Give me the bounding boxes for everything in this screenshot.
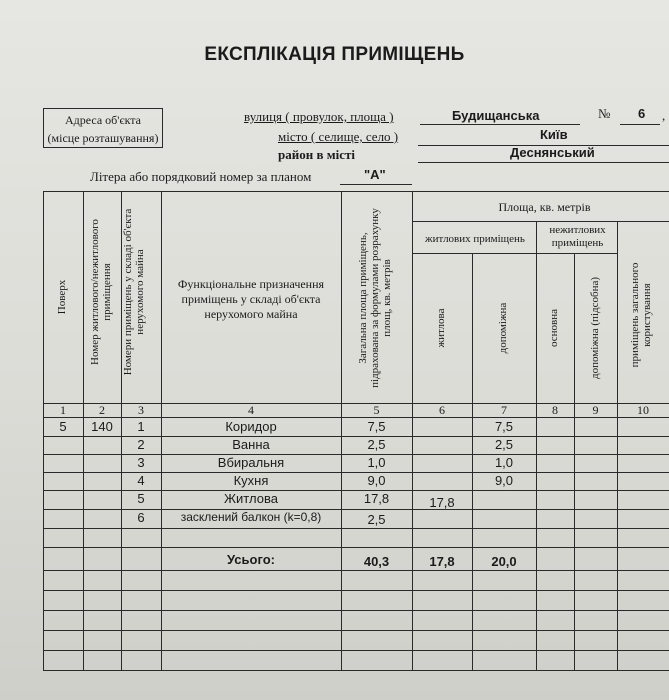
- area-group-line: [412, 221, 669, 222]
- cell-purpose: Житлова: [224, 491, 278, 506]
- cell-living: 17,8: [429, 495, 455, 510]
- street-underline: [420, 124, 580, 125]
- col-number: 5: [373, 403, 380, 417]
- address-label: Адреса об'єкта: [64, 113, 141, 127]
- header-main: основна: [548, 309, 560, 348]
- district-label: район в місті: [278, 147, 355, 162]
- cell-purpose: Кухня: [233, 473, 269, 488]
- cell-aux: 1,0: [494, 455, 514, 470]
- row-line: [43, 590, 669, 591]
- header-aux-utility: допоміжна (підсобна): [589, 276, 601, 380]
- cell-aux: 2,5: [494, 437, 514, 452]
- row-line: [43, 547, 669, 548]
- header-nonresidential-group: нежитлових приміщень: [549, 224, 606, 249]
- col-number: 6: [439, 403, 445, 417]
- col-number: 9: [592, 403, 599, 417]
- address-label-box: [43, 108, 163, 148]
- header-floor: Поверх: [56, 279, 68, 315]
- totals-aux: 20,0: [491, 554, 517, 569]
- row-line: [43, 650, 669, 651]
- header-living: житлова: [435, 308, 447, 348]
- col-number: 7: [501, 403, 507, 417]
- header-unit-number: Номер житлового/нежитлового приміщення: [89, 219, 113, 365]
- cell-purpose: Ванна: [232, 437, 270, 452]
- district-value: Деснянський: [510, 145, 595, 160]
- header-room-numbers: Номери приміщень у складі об'єкта нерухомого майна: [122, 208, 146, 376]
- page-title: ЕКСПЛІКАЦІЯ ПРИМІЩЕНЬ: [204, 44, 465, 65]
- city-label: [278, 129, 398, 145]
- cell-floor: 5: [59, 419, 67, 434]
- cell-room: 4: [137, 473, 145, 488]
- cell-room: 2: [137, 437, 145, 452]
- header-total-area: Загальна площа приміщень, підрахована за формулами розрахунку площ, кв. метрів: [357, 208, 393, 388]
- col-number: 8: [552, 403, 558, 417]
- cell-purpose: Вбиральня: [217, 455, 285, 470]
- number-underline: [620, 124, 660, 125]
- col-line: [574, 253, 575, 671]
- header-common-use: приміщень загального користування: [629, 262, 653, 368]
- cell-room: 6: [137, 510, 145, 525]
- header-auxiliary: допоміжна: [497, 302, 509, 354]
- cell-total: 2,5: [367, 437, 386, 452]
- row-line: [43, 570, 669, 571]
- col-number: 2: [99, 403, 105, 417]
- totals-total: 40,3: [363, 554, 390, 569]
- cell-purpose: Коридор: [225, 419, 277, 434]
- cell-room: 5: [137, 491, 145, 506]
- number-sign: №: [598, 106, 611, 121]
- subgroup-line: [412, 253, 617, 254]
- col-number: 3: [138, 403, 144, 417]
- cell-room: 3: [137, 455, 145, 470]
- row-line: [43, 528, 669, 529]
- number-value: 6: [638, 106, 646, 121]
- cell-aux: 7,5: [494, 419, 514, 434]
- row-line: [43, 610, 669, 611]
- cell-total: 17,8: [363, 491, 390, 506]
- cell-total: 7,5: [367, 419, 386, 434]
- cell-total: 2,5: [367, 512, 386, 527]
- cell-total: 1,0: [367, 455, 386, 470]
- col-number: 10: [637, 403, 649, 417]
- letter-label: Літера або порядковий номер за планом: [90, 169, 312, 184]
- city-value: Київ: [540, 127, 568, 142]
- city-label-text: місто ( селище, село ): [278, 129, 399, 144]
- row-line: [43, 630, 669, 631]
- cell-aux: 9,0: [494, 473, 514, 488]
- col-line: [617, 221, 618, 671]
- street-label: вулиця ( провулок, площа ): [244, 109, 394, 124]
- district-underline: [418, 162, 669, 163]
- header-area-group: Площа, кв. метрів: [498, 200, 591, 214]
- cell-room: 1: [137, 419, 145, 434]
- row-line: [43, 670, 669, 671]
- col-line: [536, 221, 537, 671]
- table-top-border: [43, 191, 669, 192]
- address-sublabel: (місце розташування): [47, 131, 159, 145]
- header-purpose: Функціональне призначення приміщень у складі об'єкта нерухомого майна: [177, 277, 325, 321]
- letter-value: "А": [364, 167, 386, 182]
- col-line: [412, 191, 413, 671]
- cell-unit: 140: [91, 419, 113, 434]
- cell-purpose: засклений балкон (k=0,8): [180, 510, 322, 524]
- street-value: Будищанська: [452, 108, 540, 123]
- cell-total: 9,0: [367, 473, 386, 488]
- totals-living: 17,8: [429, 554, 455, 569]
- letter-underline: [340, 184, 412, 185]
- totals-label: Усього:: [227, 552, 275, 567]
- col-number: 4: [248, 403, 254, 417]
- col-number: 1: [60, 403, 66, 417]
- number-comma: ,: [662, 108, 666, 123]
- header-residential-group: житлових приміщень: [425, 233, 525, 245]
